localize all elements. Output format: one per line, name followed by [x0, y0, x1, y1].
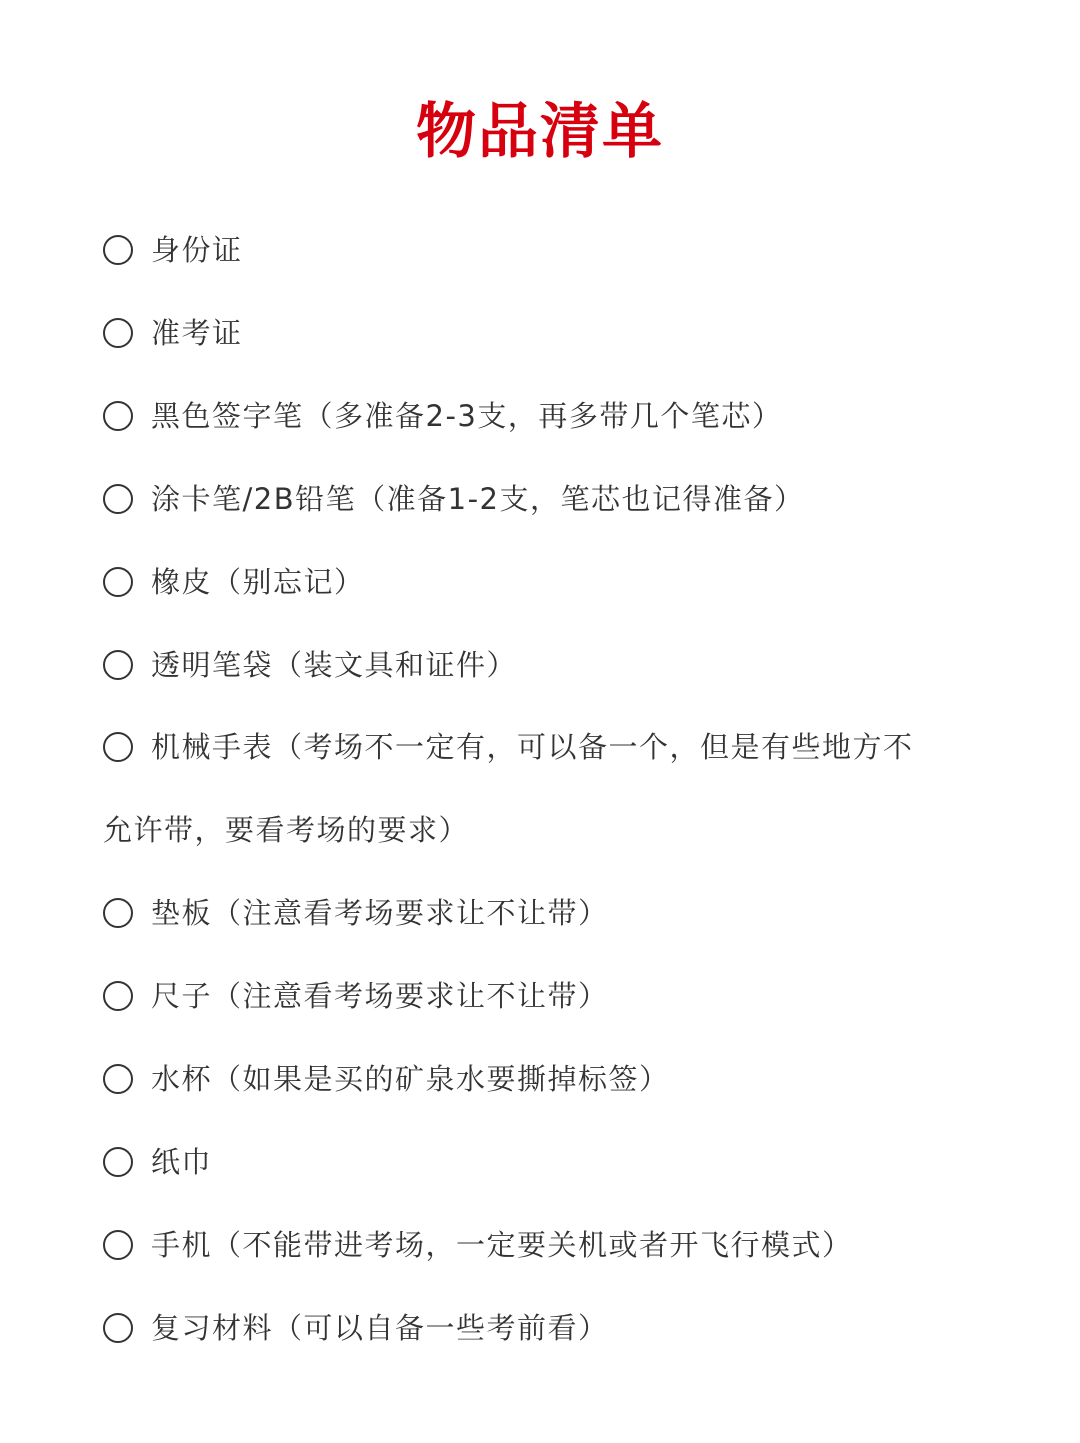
checklist-item[interactable]	[103, 1220, 1003, 1270]
item-label: 手机（不能带进考场，一定要关机或者开飞行模式）	[151, 1228, 853, 1262]
circle-checkbox-icon[interactable]	[103, 1230, 133, 1260]
checklist-item[interactable]	[103, 722, 1003, 772]
circle-checkbox-icon[interactable]	[103, 898, 133, 928]
circle-checkbox-icon[interactable]	[103, 732, 133, 762]
item-label: 身份证	[151, 233, 243, 267]
item-label: 涂卡笔/2B铅笔（准备1-2支，笔芯也记得准备）	[151, 482, 805, 516]
item-label: 水杯（如果是买的矿泉水要撕掉标签）	[151, 1062, 670, 1096]
page-title: 物品清单	[416, 97, 664, 167]
item-label-continuation: 允许带，要看考场的要求）	[103, 813, 470, 847]
checklist-item[interactable]	[103, 971, 1003, 1021]
item-label: 透明笔袋（装文具和证件）	[151, 648, 518, 682]
circle-checkbox-icon[interactable]	[103, 981, 133, 1011]
circle-checkbox-icon[interactable]	[103, 401, 133, 431]
checklist-item[interactable]	[103, 391, 1003, 441]
circle-checkbox-icon[interactable]	[103, 235, 133, 265]
checklist-item[interactable]	[103, 1303, 1003, 1353]
checklist-item[interactable]	[103, 557, 1003, 607]
item-label: 尺子（注意看考场要求让不让带）	[151, 979, 609, 1013]
checklist-item[interactable]	[103, 1054, 1003, 1104]
item-label: 准考证	[151, 316, 243, 350]
item-label: 橡皮（别忘记）	[151, 565, 365, 599]
checklist-item[interactable]	[103, 225, 1003, 275]
circle-checkbox-icon[interactable]	[103, 1313, 133, 1343]
item-label: 垫板（注意看考场要求让不让带）	[151, 896, 609, 930]
checklist-item[interactable]	[103, 474, 1003, 524]
checklist-item[interactable]	[103, 1137, 1003, 1187]
circle-checkbox-icon[interactable]	[103, 1147, 133, 1177]
checklist-item[interactable]	[103, 888, 1003, 938]
circle-checkbox-icon[interactable]	[103, 650, 133, 680]
circle-checkbox-icon[interactable]	[103, 1064, 133, 1094]
item-label: 机械手表（考场不一定有，可以备一个，但是有些地方不	[151, 730, 914, 764]
circle-checkbox-icon[interactable]	[103, 484, 133, 514]
circle-checkbox-icon[interactable]	[103, 318, 133, 348]
circle-checkbox-icon[interactable]	[103, 567, 133, 597]
item-label: 纸巾	[151, 1145, 213, 1179]
item-label: 复习材料（可以自备一些考前看）	[151, 1311, 609, 1345]
checklist-item[interactable]	[103, 308, 1003, 358]
item-label: 黑色签字笔（多准备2-3支，再多带几个笔芯）	[151, 399, 783, 433]
checklist-item[interactable]	[103, 640, 1003, 690]
